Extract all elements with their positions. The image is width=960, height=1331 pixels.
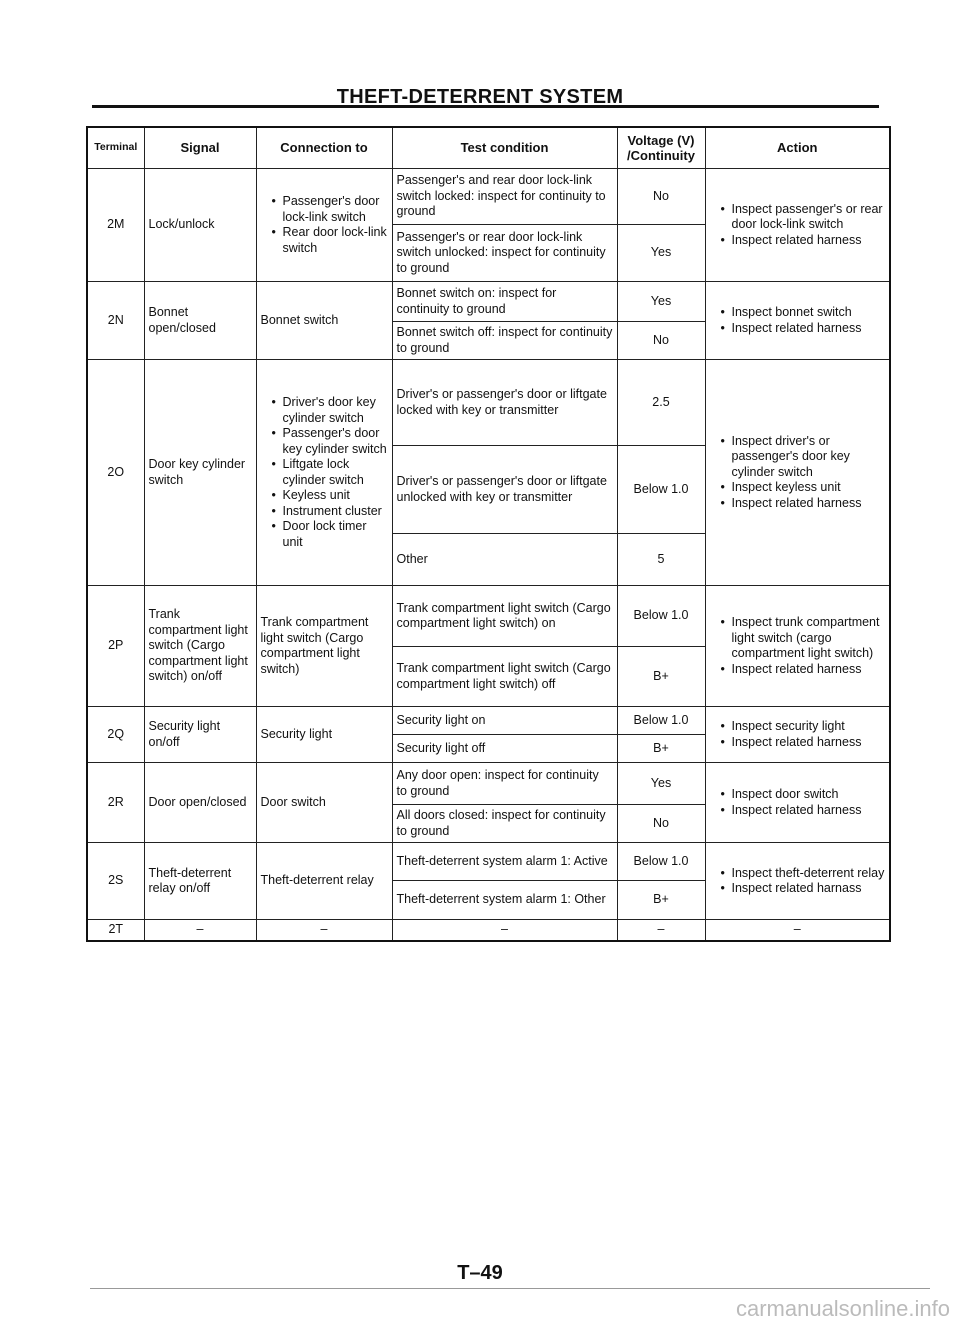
action-item: • Inspect keyless unit	[732, 480, 886, 496]
table-row	[87, 169, 890, 225]
test-condition-cell: Security light on	[392, 707, 617, 735]
terminal-table	[86, 126, 891, 942]
voltage-cell: B+	[617, 735, 705, 763]
action-item: • Inspect related harness	[732, 803, 886, 819]
action-item: • Inspect related harness	[732, 735, 886, 751]
terminal-cell: 2Q	[87, 707, 144, 763]
action-item: • Inspect passenger's or rear door lock-link switch	[732, 202, 886, 233]
connection-cell: Bonnet switch	[256, 282, 392, 360]
connection-item: • Instrument cluster	[283, 504, 388, 520]
voltage-cell: B+	[617, 647, 705, 707]
action-cell	[705, 169, 890, 282]
table-row	[87, 360, 890, 446]
signal-cell: Bonnet open/closed	[144, 282, 256, 360]
table-row	[87, 920, 890, 941]
voltage-cell: Yes	[617, 763, 705, 805]
connection-item: • Driver's door key cylinder switch	[283, 395, 388, 426]
action-item: • Inspect related harness	[732, 496, 886, 512]
voltage-cell: Below 1.0	[617, 586, 705, 647]
header-voltage-line2: /Continuity	[627, 148, 695, 163]
action-item: • Inspect bonnet switch	[732, 305, 886, 321]
connection-cell: Theft-deterrent relay	[256, 843, 392, 920]
voltage-cell: Yes	[617, 225, 705, 282]
header-terminal: Terminal	[87, 127, 144, 169]
connection-cell: –	[256, 920, 392, 941]
terminal-cell: 2R	[87, 763, 144, 843]
action-item: • Inspect related harnass	[732, 881, 886, 897]
test-condition-cell: –	[392, 920, 617, 941]
action-cell	[705, 282, 890, 360]
table-row	[87, 707, 890, 735]
connection-item: • Liftgate lock cylinder switch	[283, 457, 388, 488]
test-condition-cell: Trank compartment light switch (Cargo compartment light switch) off	[392, 647, 617, 707]
signal-cell: Theft-deterrent relay on/off	[144, 843, 256, 920]
connection-cell: Trank compartment light switch (Cargo compartment light switch)	[256, 586, 392, 707]
test-condition-cell: Theft-deterrent system alarm 1: Active	[392, 843, 617, 881]
test-condition-cell: Any door open: inspect for continuity to ground	[392, 763, 617, 805]
header-action: Action	[705, 127, 890, 169]
connection-item: • Passenger's door lock-link switch	[283, 194, 388, 225]
voltage-cell: 5	[617, 534, 705, 586]
test-condition-cell: Bonnet switch off: inspect for continuity to ground	[392, 322, 617, 360]
voltage-cell: Below 1.0	[617, 446, 705, 534]
terminal-cell: 2M	[87, 169, 144, 282]
connection-cell: Door switch	[256, 763, 392, 843]
test-condition-cell: Trank compartment light switch (Cargo compartment light switch) on	[392, 586, 617, 647]
signal-cell: Trank compartment light switch (Cargo compartment light switch) on/off	[144, 586, 256, 707]
action-cell	[705, 763, 890, 843]
connection-item: • Passenger's door key cylinder switch	[283, 426, 388, 457]
table-header-row	[87, 127, 890, 169]
terminal-cell: 2S	[87, 843, 144, 920]
voltage-cell: B+	[617, 881, 705, 920]
signal-cell: Door open/closed	[144, 763, 256, 843]
signal-cell: –	[144, 920, 256, 941]
test-condition-cell: Theft-deterrent system alarm 1: Other	[392, 881, 617, 920]
action-cell	[705, 843, 890, 920]
voltage-cell: Below 1.0	[617, 707, 705, 735]
action-cell	[705, 586, 890, 707]
table-row	[87, 763, 890, 805]
table-row	[87, 282, 890, 322]
header-voltage-line1: Voltage (V)	[627, 132, 695, 148]
header-connection: Connection to	[256, 127, 392, 169]
signal-cell: Security light on/off	[144, 707, 256, 763]
connection-cell: Security light	[256, 707, 392, 763]
header-test-condition: Test condition	[392, 127, 617, 169]
action-item: • Inspect related harness	[732, 233, 886, 249]
voltage-cell: –	[617, 920, 705, 941]
test-condition-cell: All doors closed: inspect for continuity to ground	[392, 805, 617, 843]
page-title: THEFT-DETERRENT SYSTEM	[336, 86, 624, 108]
table-row	[87, 586, 890, 647]
title-rule	[92, 105, 879, 108]
test-condition-cell: Passenger's or rear door lock-link switch unlocked: inspect for continuity to ground	[392, 225, 617, 282]
terminal-cell: 2T	[87, 920, 144, 941]
test-condition-cell: Security light off	[392, 735, 617, 763]
signal-cell: Lock/unlock	[144, 169, 256, 282]
page-number: T–49	[457, 1262, 503, 1284]
action-item: • Inspect security light	[732, 719, 886, 735]
test-condition-cell: Driver's or passenger's door or liftgate locked with key or transmitter	[392, 360, 617, 446]
terminal-cell: 2N	[87, 282, 144, 360]
voltage-cell: Below 1.0	[617, 843, 705, 881]
test-condition-cell: Driver's or passenger's door or liftgate unlocked with key or transmitter	[392, 446, 617, 534]
footer-rule	[90, 1288, 930, 1289]
header-signal: Signal	[144, 127, 256, 169]
voltage-cell: No	[617, 322, 705, 360]
connection-cell	[256, 360, 392, 586]
action-item: • Inspect door switch	[732, 787, 886, 803]
voltage-cell: Yes	[617, 282, 705, 322]
connection-item: • Rear door lock-link switch	[283, 225, 388, 256]
action-cell	[705, 707, 890, 763]
test-condition-cell: Bonnet switch on: inspect for continuity to ground	[392, 282, 617, 322]
voltage-cell: 2.5	[617, 360, 705, 446]
action-item: • Inspect related harness	[732, 662, 886, 678]
action-cell: –	[705, 920, 890, 941]
terminal-cell: 2O	[87, 360, 144, 586]
action-item: • Inspect trunk compartment light switch (cargo compartment light switch)	[732, 615, 886, 662]
action-item: • Inspect theft-deterrent relay	[732, 866, 886, 882]
connection-cell	[256, 169, 392, 282]
connection-item: • Door lock timer unit	[283, 519, 388, 550]
connection-item: • Keyless unit	[283, 488, 388, 504]
action-item: • Inspect related harness	[732, 321, 886, 337]
watermark: carmanualsonline.info	[735, 1296, 950, 1321]
signal-cell: Door key cylinder switch	[144, 360, 256, 586]
voltage-cell: No	[617, 805, 705, 843]
test-condition-cell: Other	[392, 534, 617, 586]
action-cell	[705, 360, 890, 586]
action-item: • Inspect driver's or passenger's door key cylinder switch	[732, 434, 886, 481]
test-condition-cell: Passenger's and rear door lock-link switch locked: inspect for continuity to ground	[392, 169, 617, 225]
header-voltage	[617, 127, 705, 169]
voltage-cell: No	[617, 169, 705, 225]
table-row	[87, 843, 890, 881]
terminal-cell: 2P	[87, 586, 144, 707]
